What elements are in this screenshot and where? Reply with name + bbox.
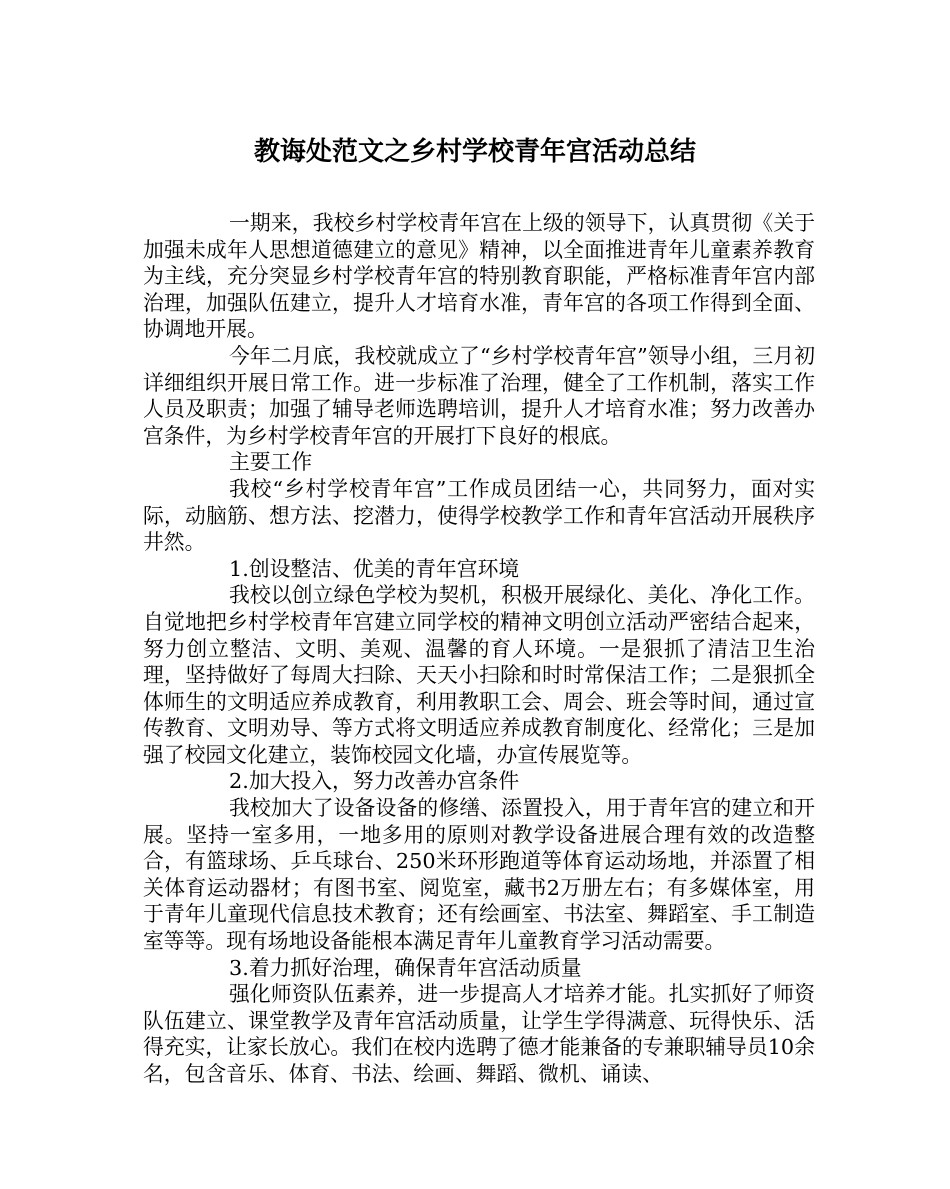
subheading-environment: 1.创设整洁、优美的青年宫环境 — [229, 556, 520, 581]
subheading-investment: 2.加大投入，努力改善办宫条件 — [229, 769, 520, 794]
paragraph-management: 强化师资队伍素养，进一步提高人才培养才能。扎实抓好了师资队伍建立、课堂教学及青年宫活动质量，让学生学得满意、玩得快乐、活得充实，让家长放心。我们在校内选聘了德才能兼备的专兼职辅导员10余名，包含音乐、体育、书法、绘画、舞蹈、微机、诵读、 — [143, 982, 815, 1086]
paragraph-intro: 一期来，我校乡村学校青年宫在上级的领导下，认真贯彻《关于加强未成年人思想道德建立的意见》精神，以全面推进青年儿童素养教育为主线，充分突显乡村学校青年宫的特别教育职能，严格标准青年宫内部治理，加强队伍建立，提升人才培育水准，青年宫的各项工作得到全面、协调地开展。 — [143, 211, 815, 342]
paragraph-investment: 我校加大了设备设备的修缮、添置投入，用于青年宫的建立和开展。坚持一室多用，一地多用的原则对教学设备进展合理有效的改造整合，有篮球场、乒乓球台、250米环形跑道等体育运动场地，并添置了相关体育运动器材；有图书室、阅览室，藏书2万册左右；有多媒体室，用于青年儿童现代信息技术教育；还有绘画室、书法室、舞蹈室、手工制造室等等。现有场地设备能根本满足青年儿童教育学习活动需要。 — [143, 796, 815, 954]
paragraph-leadership: 今年二月底，我校就成立了“乡村学校青年宫”领导小组，三月初详细组织开展日常工作。进一步标准了治理，健全了工作机制，落实工作人员及职责；加强了辅导老师选聘培训，提升人才培育水准；努力改善办宫条件，为乡村学校青年宫的开展打下良好的根底。 — [143, 343, 815, 448]
document-title: 教诲处范文之乡村学校青年宫活动总结 — [253, 137, 696, 167]
document-body — [143, 210, 815, 1088]
paragraph-environment: 我校以创立绿色学校为契机，积极开展绿化、美化、净化工作。自觉地把乡村学校青年宫建立同学校的精神文明创立活动严密结合起来，努力创立整洁、文明、美观、温馨的育人环境。一是狠抓了清洁卫生治理，坚持做好了每周大扫除、天天小扫除和时时常保洁工作；二是狠抓全体师生的文明适应养成教育，利用教职工会、周会、班会等时间，通过宣传教育、文明劝导、等方式将文明适应养成教育制度化、经常化；三是加强了校园文化建立，装饰校园文化墙，办宣传展览等。 — [143, 583, 815, 767]
paragraph-team: 我校“乡村学校青年宫”工作成员团结一心，共同努力，面对实际，动脑筋、想方法、挖潜力，使得学校教学工作和青年宫活动开展秩序井然。 — [143, 476, 815, 555]
section-heading-main-work: 主要工作 — [229, 450, 313, 475]
subheading-management: 3.着力抓好治理，确保青年宫活动质量 — [229, 955, 582, 980]
